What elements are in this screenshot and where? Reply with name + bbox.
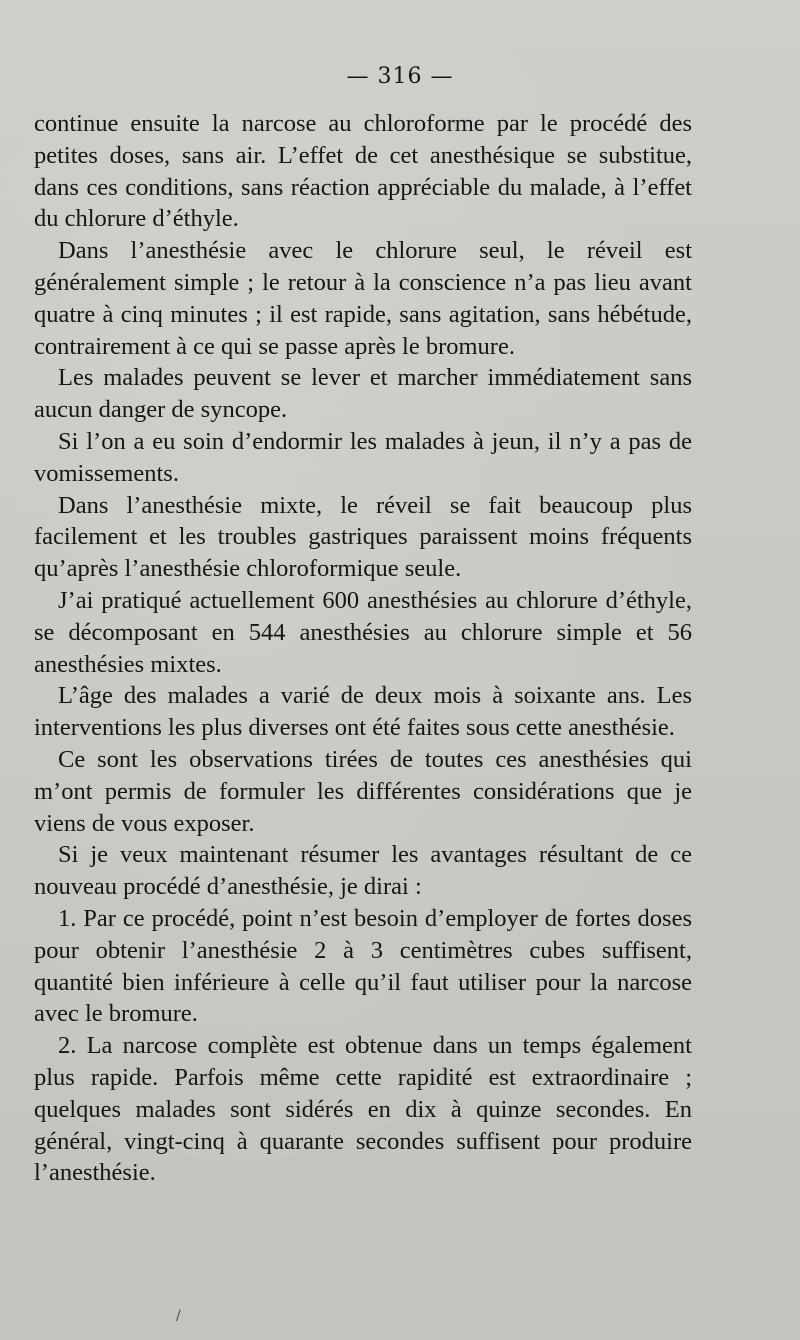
list-item-2: 2. La narcose complète est obtenue dans un temps également plus rapide. Parfois même cette rapidité est extraordinaire ; quelques malades sont sidérés en dix à quinze secondes. En général, vingt-cinq à quarante secondes suffisent pour produire l’anesthésie. <box>34 1032 692 1187</box>
paragraph-age: L’âge des malades a varié de deux mois à soixante ans. Les interventions les plus diverses ont été faites sous cette anesthésie. <box>34 682 692 742</box>
paper-speck: / <box>176 1308 181 1324</box>
page-body <box>34 108 692 1189</box>
paragraph-a-jeun: Si l’on a eu soin d’endormir les malades à jeun, il n’y a pas de vomissements. <box>34 427 692 487</box>
paragraph-anesthesie-mixte: Dans l’anesthésie mixte, le réveil se fait beaucoup plus facilement et les troubles gastriques paraissent moins fréquents qu’après l’anesthésie chloroformique seule. <box>34 491 692 583</box>
paragraph-resume: Si je veux maintenant résumer les avantages résultant de ce nouveau procédé d’anesthésie, je dirai : <box>34 841 692 901</box>
paragraph-reveil-simple: Dans l’anesthésie avec le chlorure seul, le réveil est généralement simple ; le retour à la conscience n’a pas lieu avant quatre à cinq minutes ; il est rapide, sans agitation, sans hébétude, contrairement à ce qui se passe après le bromure. <box>34 237 692 360</box>
paragraph-lever: Les malades peuvent se lever et marcher immédiatement sans aucun danger de syncope. <box>34 364 692 424</box>
list-item-1: 1. Par ce procédé, point n’est besoin d’employer de fortes doses pour obtenir l’anesthésie 2 à 3 centimètres cubes suffisent, quantité bien inférieure à celle qu’il faut utiliser pour la narcose avec le bromure. <box>34 904 692 1028</box>
paragraph-statistiques: J’ai pratiqué actuellement 600 anesthésies au chlorure d’éthyle, se décomposant en 544 anesthésies au chlorure simple et 56 anesthésies mixtes. <box>34 586 692 678</box>
paragraph-continuation: continue ensuite la narcose au chloroforme par le procédé des petites doses, sans air. L’effet de cet anesthésique se substitue, dans ces conditions, sans réaction appréciable du malade, à l’effet du chlorure d’éthyle. <box>34 110 692 233</box>
paragraph-observations: Ce sont les observations tirées de toutes ces anesthésies qui m’ont permis de formuler les différentes considérations que je viens de vous exposer. <box>34 745 692 837</box>
page-number: — 316 — <box>346 64 454 89</box>
